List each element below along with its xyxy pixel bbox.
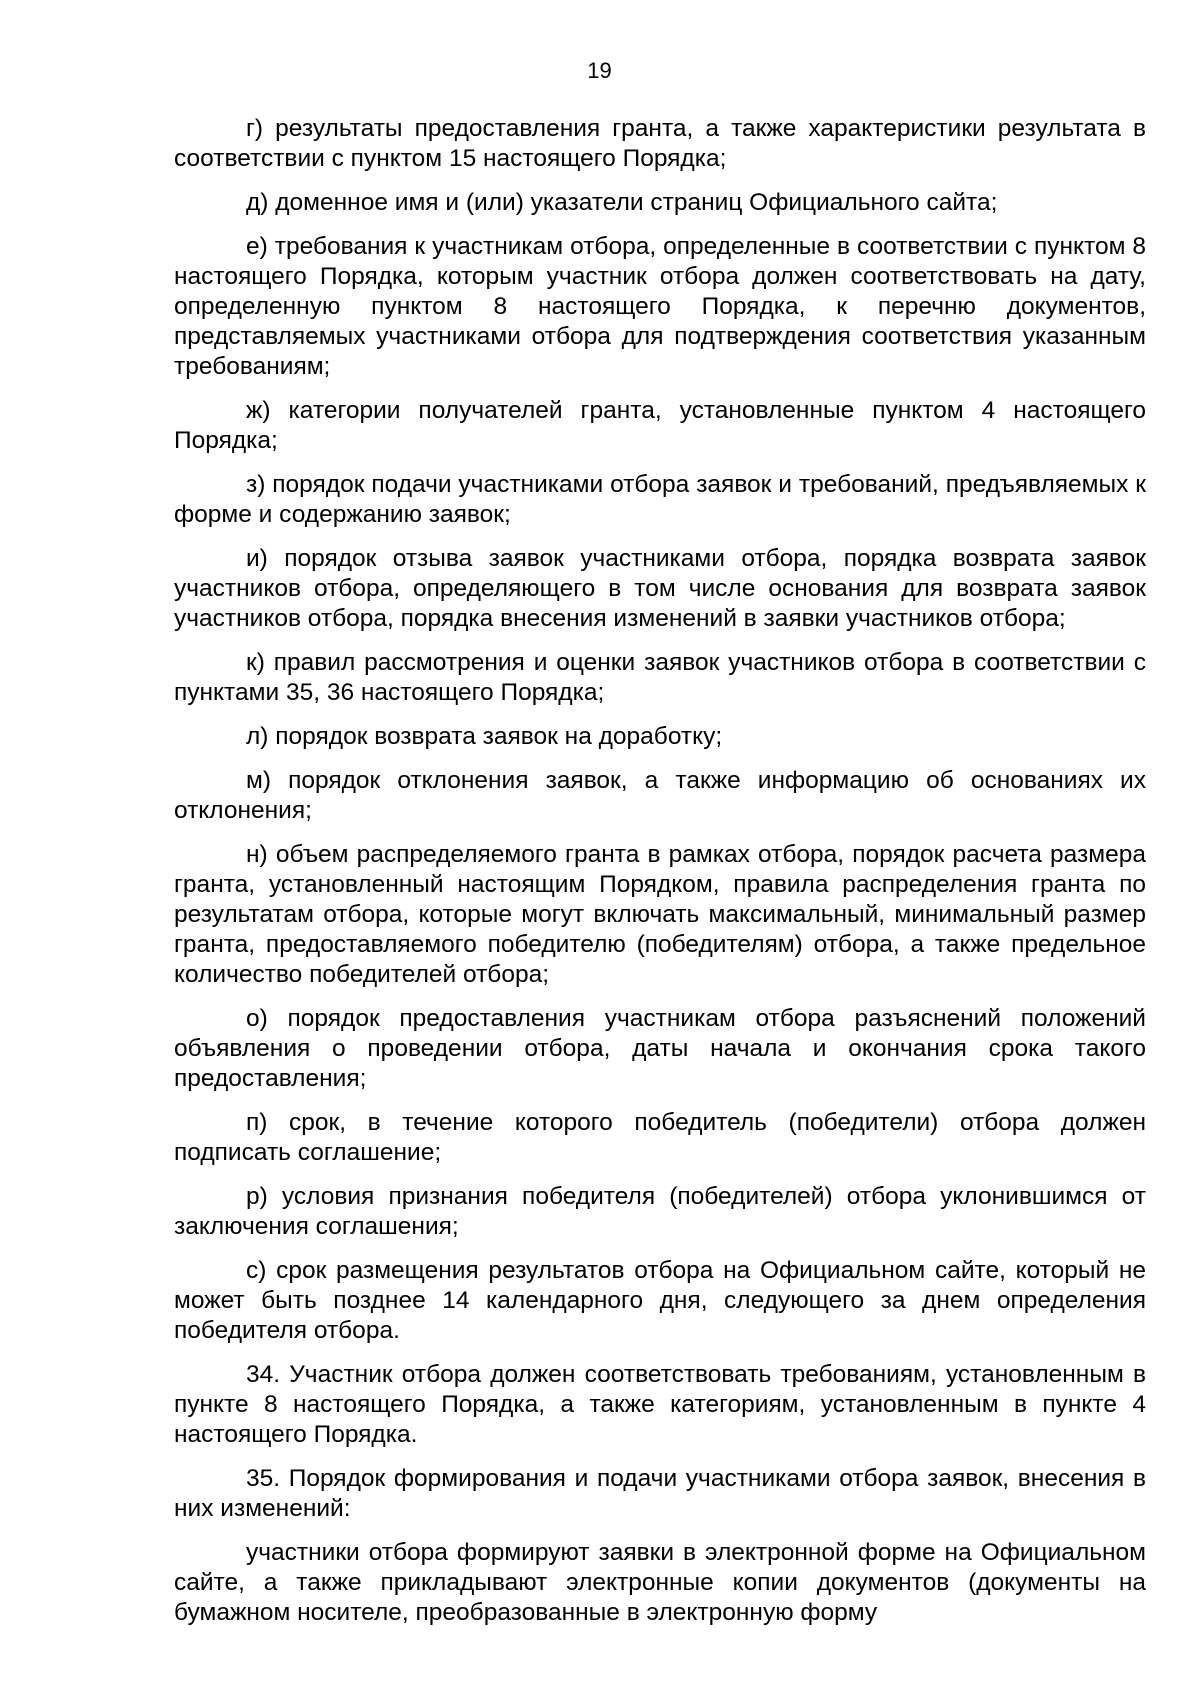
- paragraph-item-k: к) правил рассмотрения и оценки заявок участников отбора в соответствии с пунктами 35, 36 настоящего Порядка;: [174, 649, 1146, 706]
- paragraph-clause-34: 34. Участник отбора должен соответствовать требованиям, установленным в пункте 8 настоящего Порядка, а также категориям, установленным в пункте 4 настоящего Порядка.: [174, 1361, 1146, 1448]
- paragraph-item-d: д) доменное имя и (или) указатели страниц Официального сайта;: [246, 189, 998, 216]
- paragraph-item-m: м) порядок отклонения заявок, а также информацию об основаниях их отклонения;: [174, 767, 1146, 824]
- paragraph-item-p: п) срок, в течение которого победитель (победители) отбора должен подписать соглашение;: [174, 1109, 1146, 1166]
- paragraph-item-i: и) порядок отзыва заявок участниками отбора, порядка возврата заявок участников отбора, определяющего в том числе основания для возврата заявок участников отбора, порядка внесения изменений в заявки участников отбора;: [174, 545, 1146, 632]
- paragraph-item-z: з) порядок подачи участниками отбора заявок и требований, предъявляемых к форме и содержанию заявок;: [174, 471, 1146, 528]
- paragraph-item-g: г) результаты предоставления гранта, а также характеристики результата в соответствии с пунктом 15 настоящего Порядка;: [174, 115, 1146, 172]
- paragraph-item-l: л) порядок возврата заявок на доработку;: [246, 723, 723, 750]
- paragraph-clause-35: 35. Порядок формирования и подачи участниками отбора заявок, внесения в них изменений:: [174, 1465, 1146, 1522]
- paragraph-item-s: с) срок размещения результатов отбора на Официальном сайте, который не может быть позднее 14 календарного дня, следующего за днем определения победителя отбора.: [174, 1257, 1146, 1344]
- page-number: 19: [587, 58, 612, 83]
- paragraph-item-e: е) требования к участникам отбора, определенные в соответствии с пунктом 8 настоящего Порядка, которым участник отбора должен соответствовать на дату, определенную пунктом 8 настоящего Порядка, к перечню документов, представляемых участниками отбора для подтверждения соответствия указанным требованиям;: [174, 233, 1146, 380]
- paragraph-clause-35-continued: участники отбора формируют заявки в электронной форме на Официальном сайте, а также прикладывают электронные копии документов (документы на бумажном носителе, преобразованные в электронную форму: [174, 1539, 1146, 1626]
- document-body: [174, 114, 1146, 1628]
- paragraph-item-o: о) порядок предоставления участникам отбора разъяснений положений объявления о проведении отбора, даты начала и окончания срока такого предоставления;: [174, 1005, 1146, 1092]
- paragraph-item-n: н) объем распределяемого гранта в рамках отбора, порядок расчета размера гранта, установленный настоящим Порядком, правила распределения гранта по результатам отбора, которые могут включать максимальный, минимальный размер гранта, предоставляемого победителю (победителям) отбора, а также предельное количество победителей отбора;: [174, 841, 1146, 988]
- paragraph-item-zh: ж) категории получателей гранта, установленные пунктом 4 настоящего Порядка;: [174, 397, 1146, 454]
- paragraph-item-r: р) условия признания победителя (победителей) отбора уклонившимся от заключения соглашения;: [174, 1183, 1146, 1240]
